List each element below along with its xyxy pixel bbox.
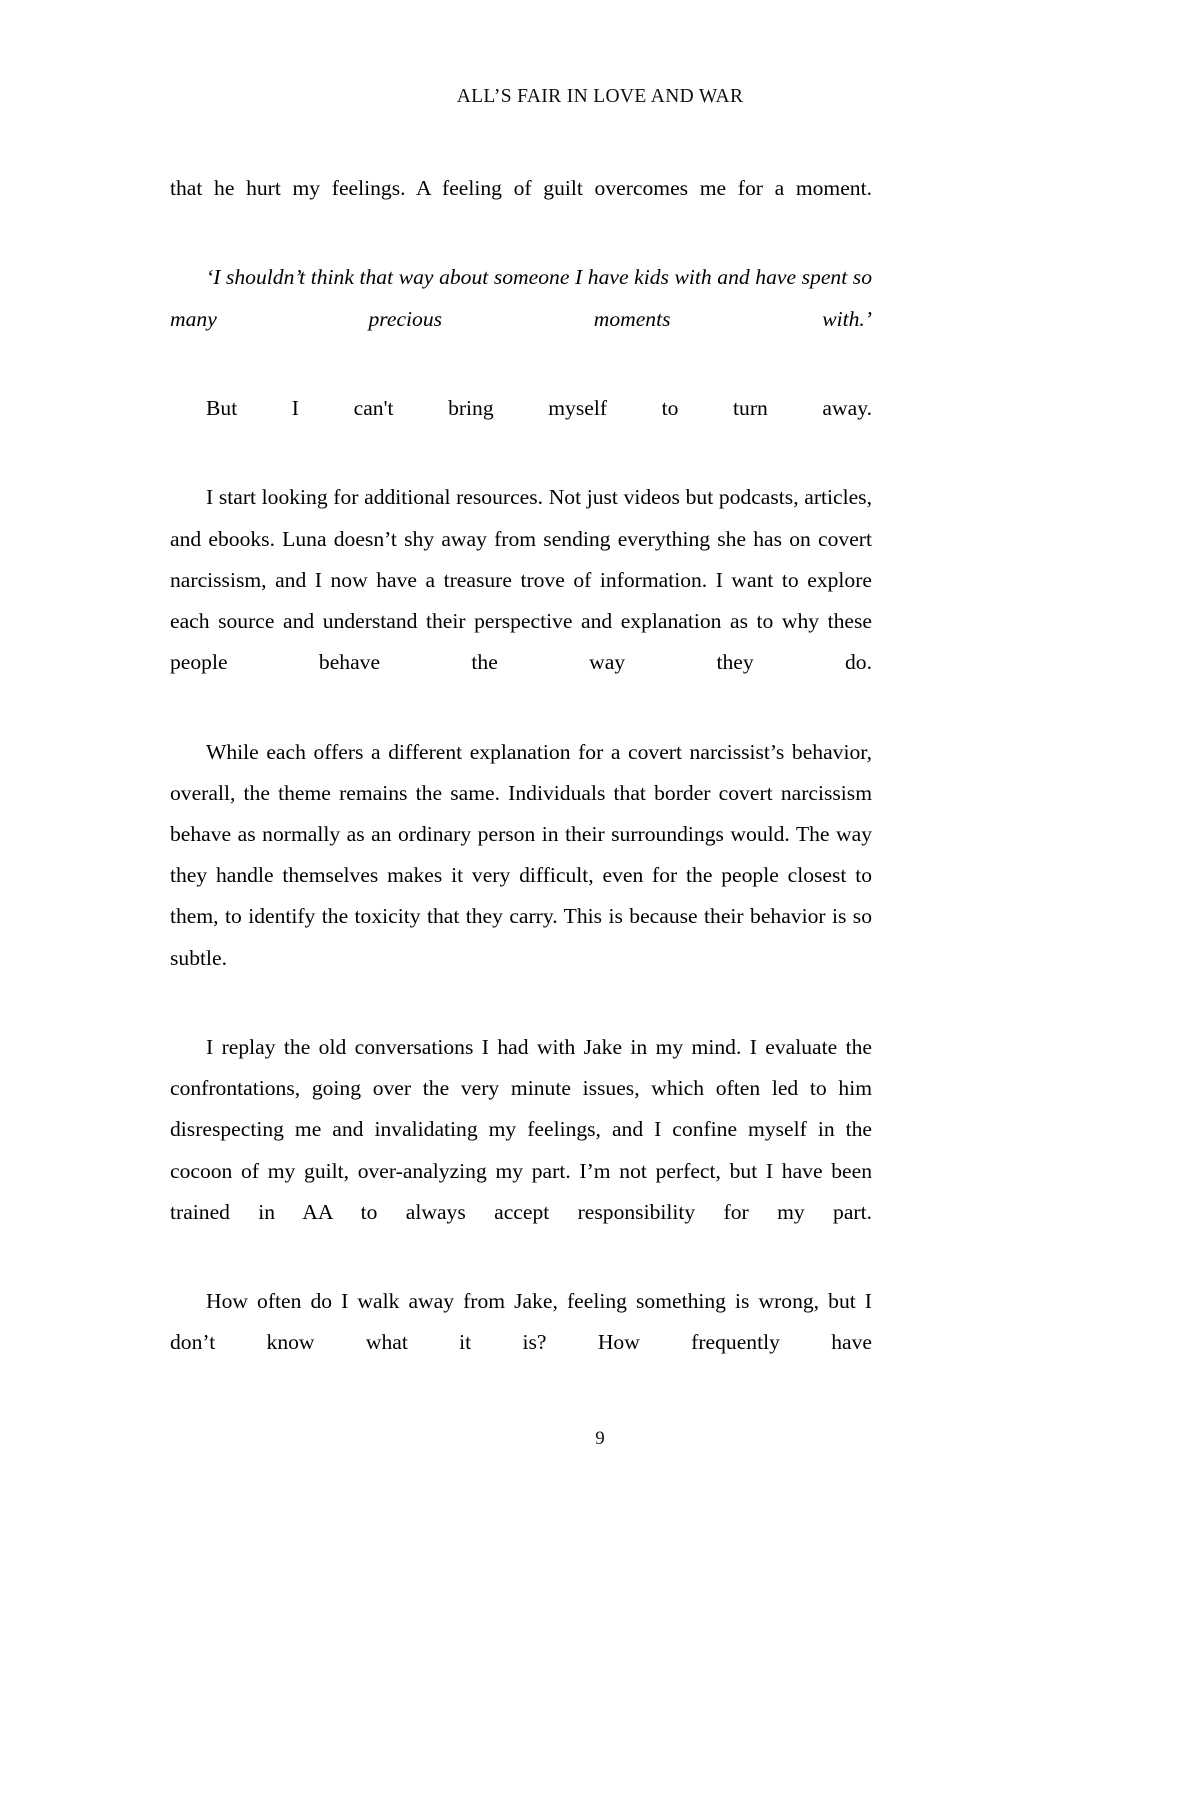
- paragraph-inner-thought: ‘I shouldn’t think that way about someone I have kids with and have spent so many precious moments with.’: [170, 265, 872, 331]
- paragraph-replay-conversations: I replay the old conversations I had with Jake in my mind. I evaluate the confrontations, going over the very minute issues, which often led to him disrespecting me and invalidating my feelings, and I confine myself in the cocoon of my guilt, over-analyzing my part. I’m not perfect, but I have been trained in AA to always accept responsibility for my part.: [170, 1035, 872, 1224]
- page-number-footer: [0, 1428, 1200, 1450]
- paragraph-continuation: that he hurt my feelings. A feeling of guilt overcomes me for a moment.: [170, 176, 872, 200]
- paragraph-additional-resources: I start looking for additional resources. Not just videos but podcasts, articles, and ebooks. Luna doesn’t shy away from sending everything she has on covert narcissism, and I now have a treasure trove of information. I want to explore each source and understand their perspective and explanation as to why these people behave the way they do.: [170, 485, 872, 675]
- body-text-block: [170, 168, 872, 1405]
- page-number: 9: [595, 1428, 605, 1449]
- paragraph-turn-away: But I can't bring myself to turn away.: [206, 396, 872, 421]
- paragraph-walk-away: How often do I walk away from Jake, feeling something is wrong, but I don’t know what it is? How frequently have: [170, 1289, 872, 1355]
- running-head-text: ALL’S FAIR IN LOVE AND WAR: [456, 86, 744, 107]
- running-head: [0, 86, 1200, 108]
- paragraph-covert-narcissist-theme: While each offers a different explanation for a covert narcissist’s behavior, overall, the theme remains the same. Individuals that border covert narcissism behave as normally as an ordinary person in their surroundings would. The way they handle themselves makes it very difficult, even for the people closest to them, to identify the toxicity that they carry. This is because their behavior is so subtle.: [170, 739, 872, 970]
